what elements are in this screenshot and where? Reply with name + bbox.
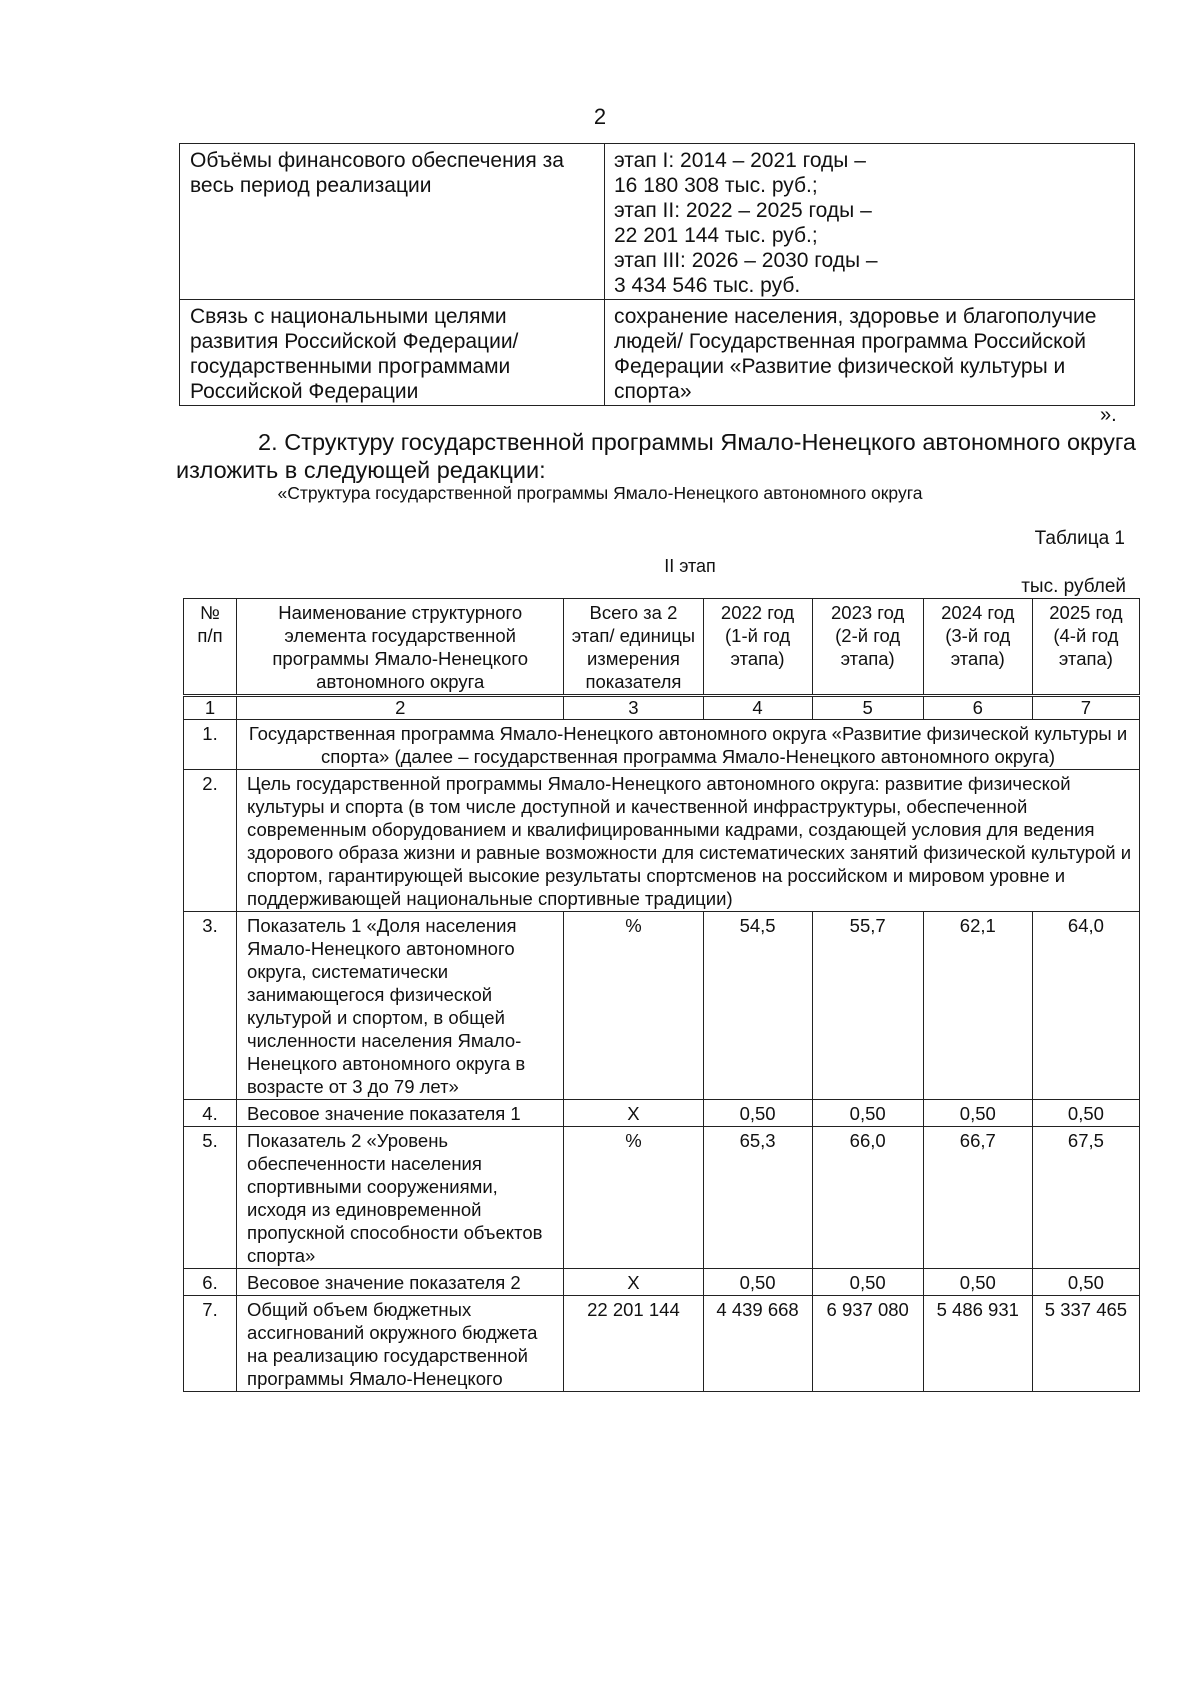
table-row bbox=[184, 1269, 1140, 1296]
section-subheading: «Структура государственной программы Ямало-Ненецкого автономного округа bbox=[277, 483, 923, 503]
page-number: 2 bbox=[593, 104, 607, 129]
row-name: Показатель 2 «Уровень обеспеченности населения спортивными сооружениями, исходя из единовременной пропускной способности объектов спорта» bbox=[237, 1127, 564, 1269]
program-title: Государственная программа Ямало-Ненецкого автономного округа «Развитие физической культуры и спорта» (далее – государственная программа Ямало-Ненецкого автономного округа) bbox=[237, 720, 1140, 770]
row-2022: 4 439 668 bbox=[703, 1296, 812, 1392]
row-total: X bbox=[564, 1100, 703, 1127]
units-label: тыс. рублей bbox=[1021, 576, 1126, 597]
table-label: Таблица 1 bbox=[1034, 528, 1125, 549]
stage-label: II этап bbox=[664, 556, 716, 576]
header-2025: 2025 год (4-й год этапа) bbox=[1032, 599, 1139, 696]
row-total: 22 201 144 bbox=[564, 1296, 703, 1392]
row-2024: 0,50 bbox=[923, 1269, 1032, 1296]
row-2023: 6 937 080 bbox=[812, 1296, 923, 1392]
financing-line: 22 201 144 тыс. руб.; bbox=[614, 224, 818, 247]
row-2024: 5 486 931 bbox=[923, 1296, 1032, 1392]
financing-line: 16 180 308 тыс. руб.; bbox=[614, 174, 818, 197]
row-name: Весовое значение показателя 1 bbox=[237, 1100, 564, 1127]
row-total: % bbox=[564, 1127, 703, 1269]
row-2025: 64,0 bbox=[1032, 912, 1139, 1100]
financing-line: этап II: 2022 – 2025 годы – bbox=[614, 199, 872, 222]
table-header-row bbox=[184, 599, 1140, 696]
row-2025: 0,50 bbox=[1032, 1269, 1139, 1296]
row-name: Весовое значение показателя 2 bbox=[237, 1269, 564, 1296]
header-2024: 2024 год (3-й год этапа) bbox=[923, 599, 1032, 696]
row-number: 5. bbox=[184, 1127, 237, 1269]
table-row bbox=[184, 1100, 1140, 1127]
row-name: Показатель 1 «Доля населения Ямало-Ненецкого автономного округа, систематически занимающегося физической культурой и спортом, в общей численности населения Ямало-Ненецкого автономного округа в возрасте от 3 до 79 лет» bbox=[237, 912, 564, 1100]
table-row bbox=[184, 912, 1140, 1100]
header-name: Наименование структурного элемента государственной программы Ямало-Ненецкого автономного округа bbox=[237, 599, 564, 696]
financing-line: этап I: 2014 – 2021 годы – bbox=[614, 149, 866, 172]
column-number: 6 bbox=[923, 696, 1032, 720]
row-2023: 66,0 bbox=[812, 1127, 923, 1269]
row-2024: 62,1 bbox=[923, 912, 1032, 1100]
section-heading: 2. Структуру государственной программы Ямало-Ненецкого автономного округа изложить в следующей редакции: bbox=[176, 429, 1136, 483]
row-number: 3. bbox=[184, 912, 237, 1100]
column-number: 5 bbox=[812, 696, 923, 720]
row-2024: 66,7 bbox=[923, 1127, 1032, 1269]
row-total: X bbox=[564, 1269, 703, 1296]
row-2025: 0,50 bbox=[1032, 1100, 1139, 1127]
financing-line: 3 434 546 тыс. руб. bbox=[614, 274, 801, 297]
row-2022: 54,5 bbox=[703, 912, 812, 1100]
passport-row-financing bbox=[180, 144, 1135, 300]
column-number: 2 bbox=[237, 696, 564, 720]
national-goals-value: сохранение населения, здоровье и благополучие людей/ Государственная программа Российской Федерации «Развитие физической культуры и спорта» bbox=[605, 300, 1135, 406]
header-2022: 2022 год (1-й год этапа) bbox=[703, 599, 812, 696]
row-number: 6. bbox=[184, 1269, 237, 1296]
row-2023: 55,7 bbox=[812, 912, 923, 1100]
column-number: 1 bbox=[184, 696, 237, 720]
passport-table bbox=[179, 143, 1135, 406]
passport-row-national-goals bbox=[180, 300, 1135, 406]
column-number: 7 bbox=[1032, 696, 1139, 720]
header-number: № п/п bbox=[184, 599, 237, 696]
column-number: 4 bbox=[703, 696, 812, 720]
financing-line: этап III: 2026 – 2030 годы – bbox=[614, 249, 878, 272]
column-number: 3 bbox=[564, 696, 703, 720]
row-number: 4. bbox=[184, 1100, 237, 1127]
row-2024: 0,50 bbox=[923, 1100, 1032, 1127]
closing-quote: ». bbox=[1100, 404, 1117, 426]
row-2022: 0,50 bbox=[703, 1269, 812, 1296]
row-number: 7. bbox=[184, 1296, 237, 1392]
row-2023: 0,50 bbox=[812, 1100, 923, 1127]
row-number: 2. bbox=[184, 770, 237, 912]
table-row bbox=[184, 1296, 1140, 1392]
column-numbers-row bbox=[184, 696, 1140, 720]
row-total: % bbox=[564, 912, 703, 1100]
table-row bbox=[184, 720, 1140, 770]
row-2023: 0,50 bbox=[812, 1269, 923, 1296]
national-goals-label: Связь с национальными целями развития Российской Федерации/ государственными программами Российской Федерации bbox=[180, 300, 605, 406]
table-row bbox=[184, 1127, 1140, 1269]
row-2022: 65,3 bbox=[703, 1127, 812, 1269]
header-2023: 2023 год (2-й год этапа) bbox=[812, 599, 923, 696]
program-goal: Цель государственной программы Ямало-Ненецкого автономного округа: развитие физической культуры и спорта (в том числе доступной и качественной инфраструктуры, обеспеченной современным оборудованием и квалифицированными кадрами, создающей условия для ведения здорового образа жизни и равные возможности для систематических занятий физической культурой и спортом, гарантирующей высокие результаты спортсменов на российском и мировом уровне и поддерживающей национальные спортивные традиции) bbox=[237, 770, 1140, 912]
structure-table bbox=[183, 598, 1140, 1392]
table-row bbox=[184, 770, 1140, 912]
row-2025: 67,5 bbox=[1032, 1127, 1139, 1269]
row-name: Общий объем бюджетных ассигнований окружного бюджета на реализацию государственной программы Ямало-Ненецкого bbox=[237, 1296, 564, 1392]
header-total: Всего за 2 этап/ единицы измерения показателя bbox=[564, 599, 703, 696]
row-2025: 5 337 465 bbox=[1032, 1296, 1139, 1392]
financing-value bbox=[605, 144, 1135, 300]
row-number: 1. bbox=[184, 720, 237, 770]
row-2022: 0,50 bbox=[703, 1100, 812, 1127]
financing-label: Объёмы финансового обеспечения за весь период реализации bbox=[180, 144, 605, 300]
